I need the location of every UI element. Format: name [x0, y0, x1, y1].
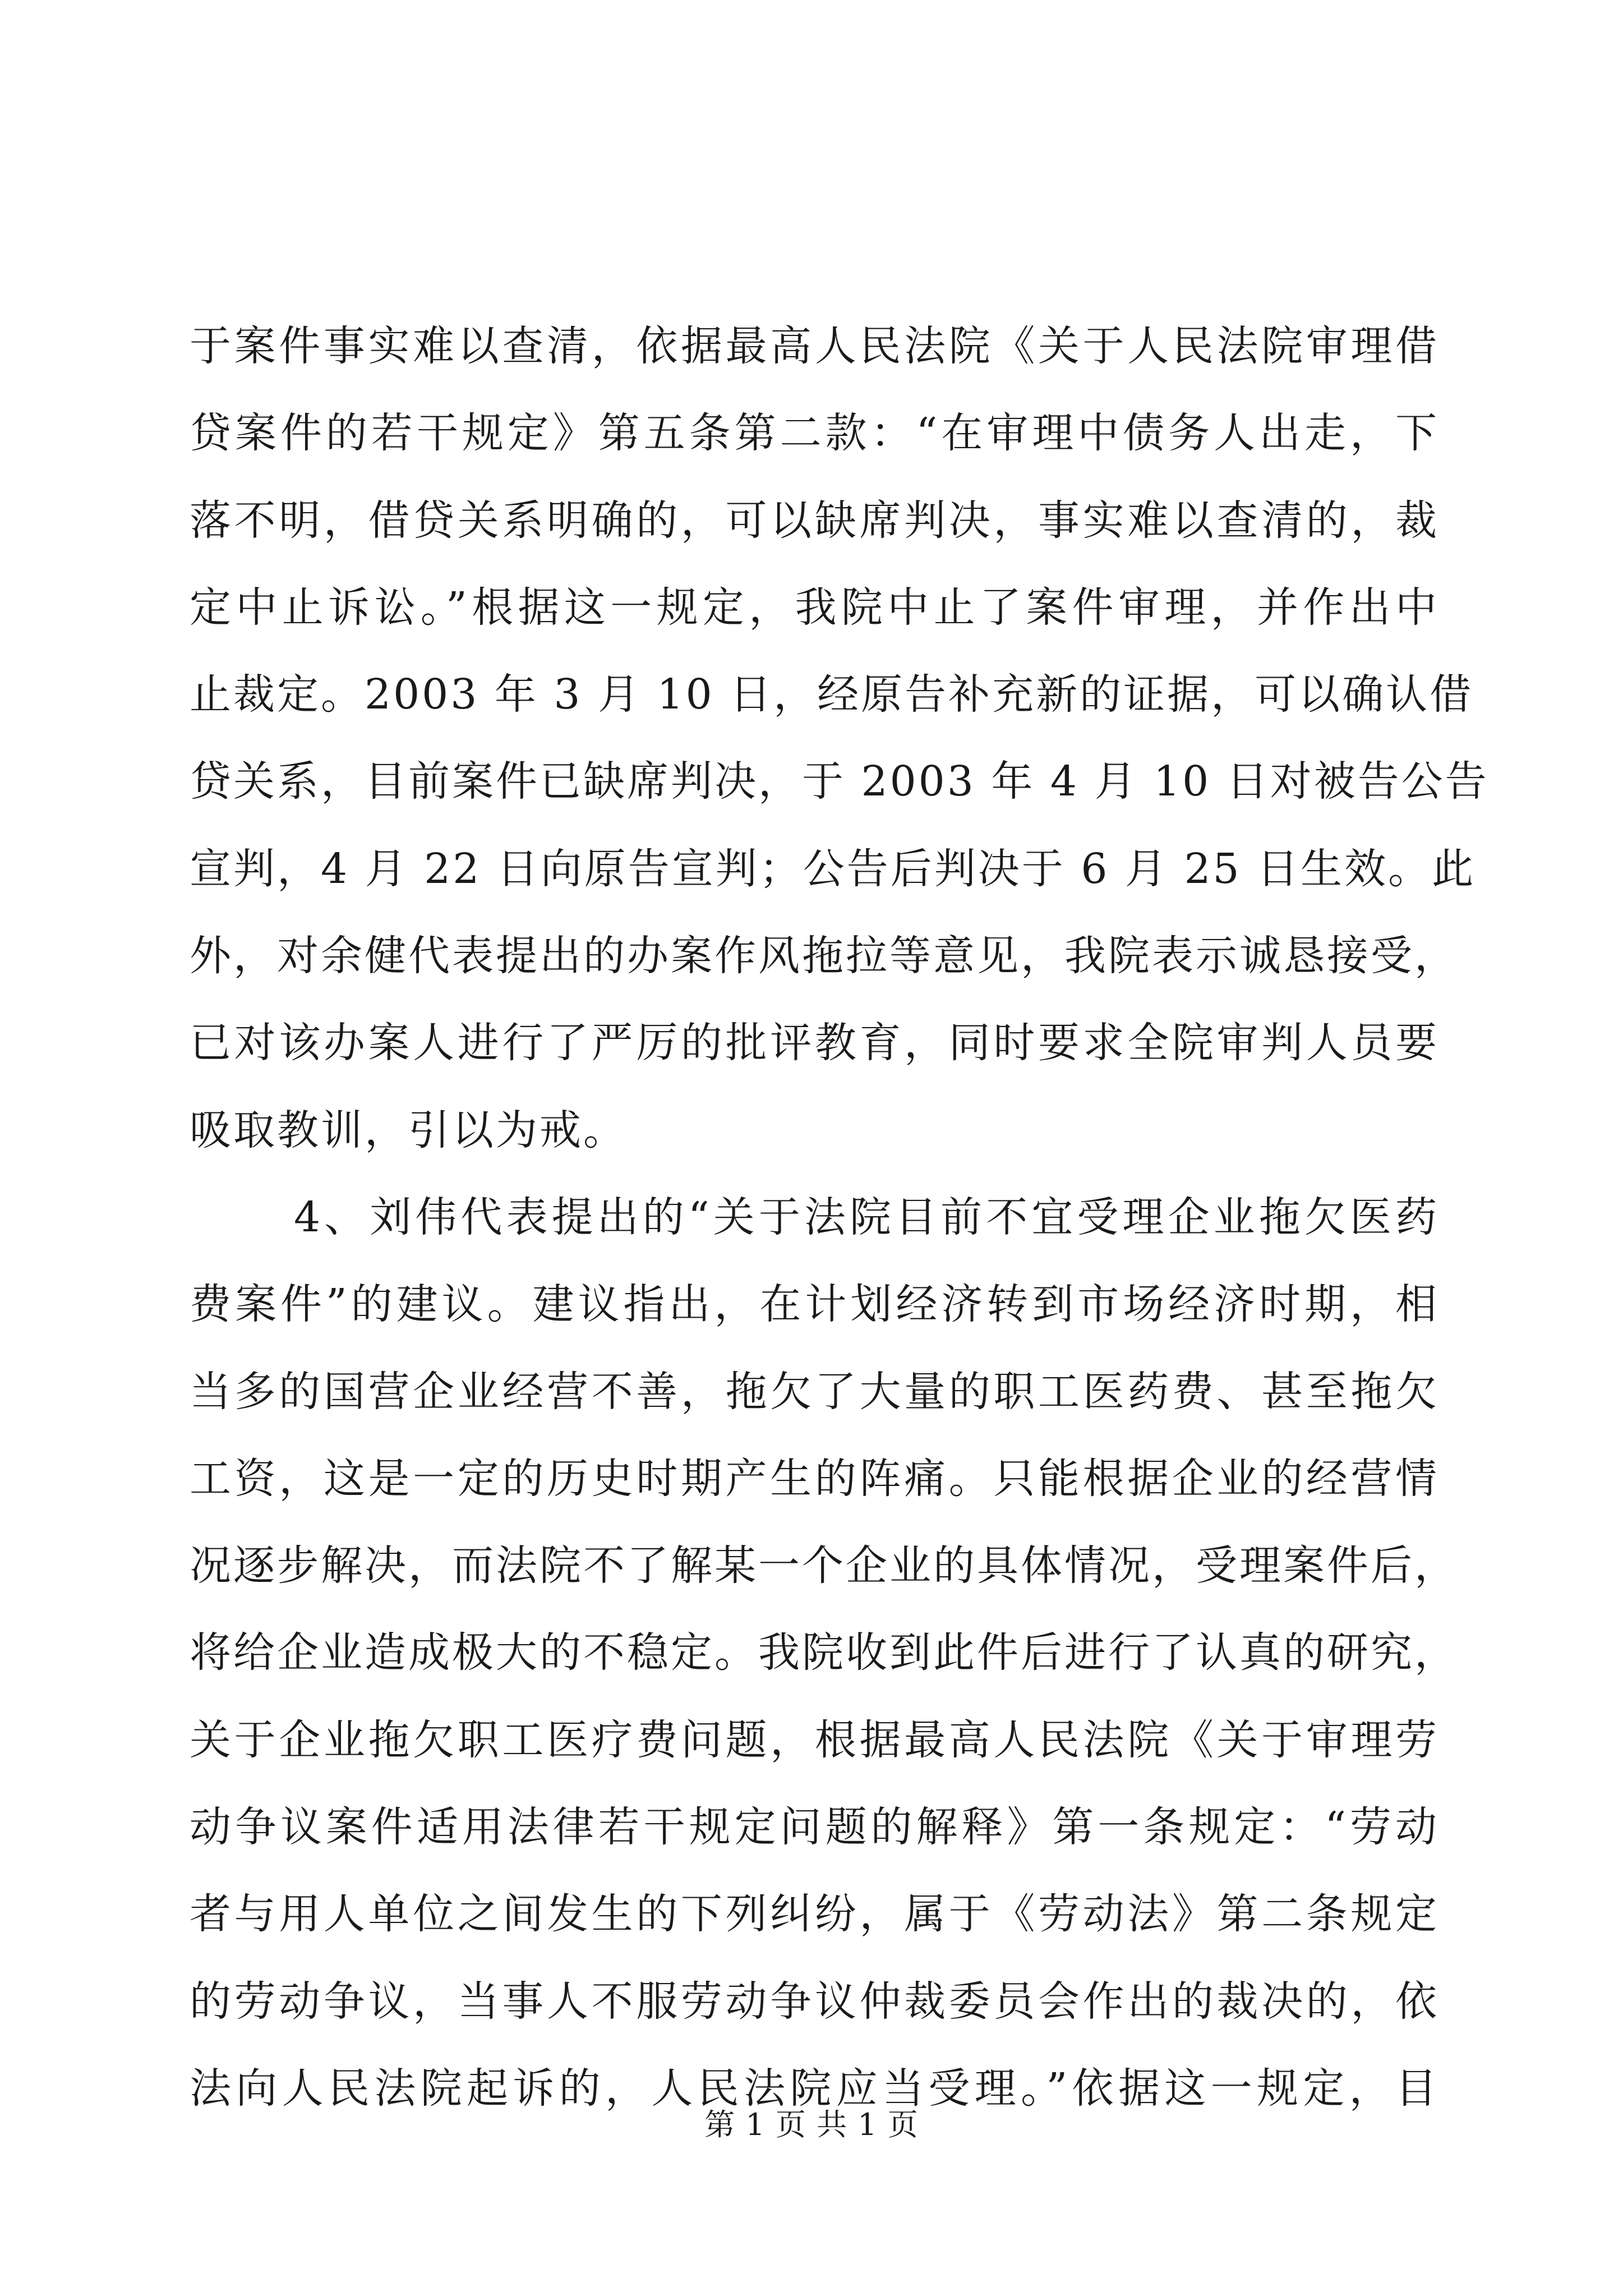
text-line: 宣判，4 月 22 日向原告宣判；公告后判决于 6 月 25 日生效。此: [190, 844, 1476, 893]
text-line: 外，对余健代表提出的办案作风拖拉等意见，我院表示诚恳接受，: [190, 932, 1458, 981]
text-line: 动争议案件适用法律若干规定问题的解释》第一条规定：“劳动: [190, 1803, 1439, 1852]
text-line: 费案件”的建议。建议指出，在计划经济转到市场经济时期，相: [190, 1280, 1439, 1329]
text-line: 将给企业造成极大的不稳定。我院收到此件后进行了认真的研究，: [190, 1628, 1458, 1677]
text-line: 落不明，借贷关系明确的，可以缺席判决，事实难以查清的，裁: [190, 496, 1439, 545]
text-line: 于案件事实难以查清，依据最高人民法院《关于人民法院审理借: [190, 322, 1439, 370]
text-line: 已对该办案人进行了严厉的批评教育，同时要求全院审判人员要: [190, 1019, 1439, 1068]
text-line: 贷关系，目前案件已缺席判决，于 2003 年 4 月 10 日对被告公告: [190, 757, 1489, 806]
page-number-footer: 第 1 页 共 1 页: [704, 2107, 919, 2142]
text-line: 贷案件的若干规定》第五条第二款：“在审理中债务人出走，下: [190, 409, 1439, 458]
text-line: 工资，这是一定的历史时期产生的阵痛。只能根据企业的经营情: [190, 1454, 1439, 1503]
text-line: 况逐步解决，而法院不了解某一个企业的具体情况，受理案件后，: [190, 1542, 1458, 1590]
text-line: 者与用人单位之间发生的下列纠纷，属于《劳动法》第二条规定: [190, 1890, 1439, 1939]
paragraph-start-line: 4、刘伟代表提出的“关于法院目前不宜受理企业拖欠医药: [294, 1193, 1439, 1241]
text-line: 当多的国营企业经营不善，拖欠了大量的职工医药费、甚至拖欠: [190, 1367, 1439, 1416]
text-line: 的劳动争议，当事人不服劳动争议仲裁委员会作出的裁决的，依: [190, 1977, 1439, 2026]
text-line: 吸取教训，引以为戒。: [190, 1106, 627, 1154]
text-line: 关于企业拖欠职工医疗费问题，根据最高人民法院《关于审理劳: [190, 1715, 1439, 1764]
text-line: 止裁定。2003 年 3 月 10 日，经原告补充新的证据，可以确认借: [190, 670, 1474, 719]
text-line: 定中止诉讼。”根据这一规定，我院中止了案件审理，并作出中: [190, 583, 1439, 632]
body-text: [190, 303, 1489, 2132]
text-line: 法向人民法院起诉的，人民法院应当受理。”依据这一规定，目: [190, 2064, 1439, 2113]
